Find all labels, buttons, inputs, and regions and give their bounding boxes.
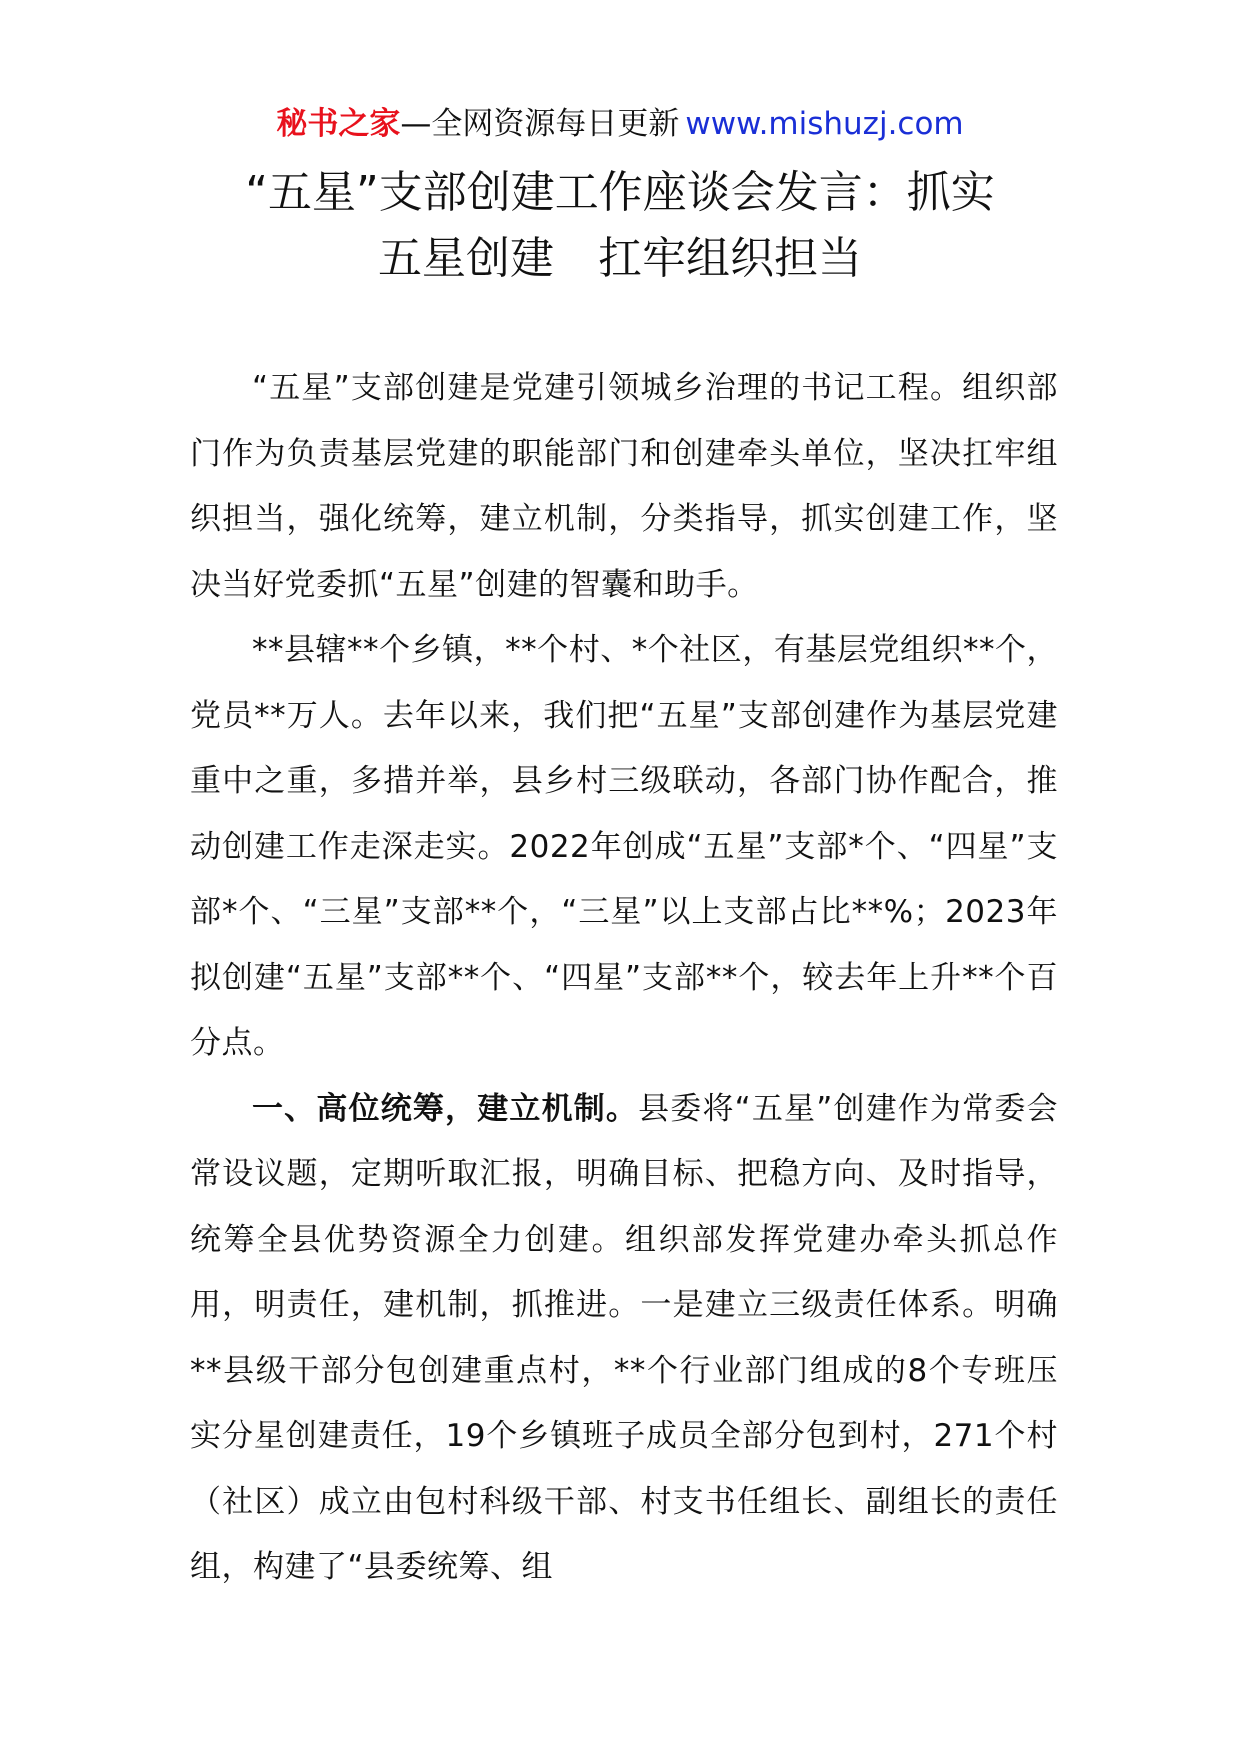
paragraph-text: **县辖**个乡镇，**个村、*个社区，有基层党组织**个，党员**万人。去年以来，我们把“五星”支部创建作为基层党建重中之重，多措并举，县乡村三级联动，各部门协作配合，推动创建工作走深走实。2022年创成“五星”支部*个、“四星”支部*个、“三星”支部**个，“三星”以上支部占比**%；2023年拟创建“五星”支部**个、“四星”支部**个，较去年上升**个百分点。 [190,632,1058,1061]
header-tagline: —全网资源每日更新 [400,106,680,142]
document-title [150,160,1090,292]
title-line-1: “五星”支部创建工作座谈会发言：抓实 [245,167,995,218]
paragraph-text: 县委将“五星”创建作为常委会常设议题，定期听取汇报，明确目标、把稳方向、及时指导，统筹全县优势资源全力创建。组织部发挥党建办牵头抓总作用，明责任，建机制，抓推进。一是建立三级责任体系。明确**县级干部分包创建重点村，**个行业部门组成的8个专班压实分星创建责任，19个乡镇班子成员全部分包到村，271个村（社区）成立由包村科级干部、村支书任组长、副组长的责任组，构建了“县委统筹、组 [190,1090,1059,1585]
paragraph-overview [190,618,1058,1077]
document-body [190,356,1058,1601]
title-line-2: 五星创建 扛牢组织担当 [378,233,862,284]
paragraph-section-1 [190,1077,1058,1601]
paragraph-intro [190,356,1058,618]
paragraph-text: “五星”支部创建是党建引领城乡治理的书记工程。组织部门作为负责基层党建的职能部门和创建牵头单位，坚决扛牢组织担当，强化统筹，建立机制，分类指导，抓实创建工作，坚决当好党委抓“五星”创建的智囊和助手。 [190,370,1058,603]
section-heading: 一、高位统筹，建立机制。 [252,1090,639,1127]
site-header [0,102,1240,146]
brand-name: 秘书之家 [276,106,401,142]
site-url-link[interactable]: www.mishuzj.com [685,106,964,142]
